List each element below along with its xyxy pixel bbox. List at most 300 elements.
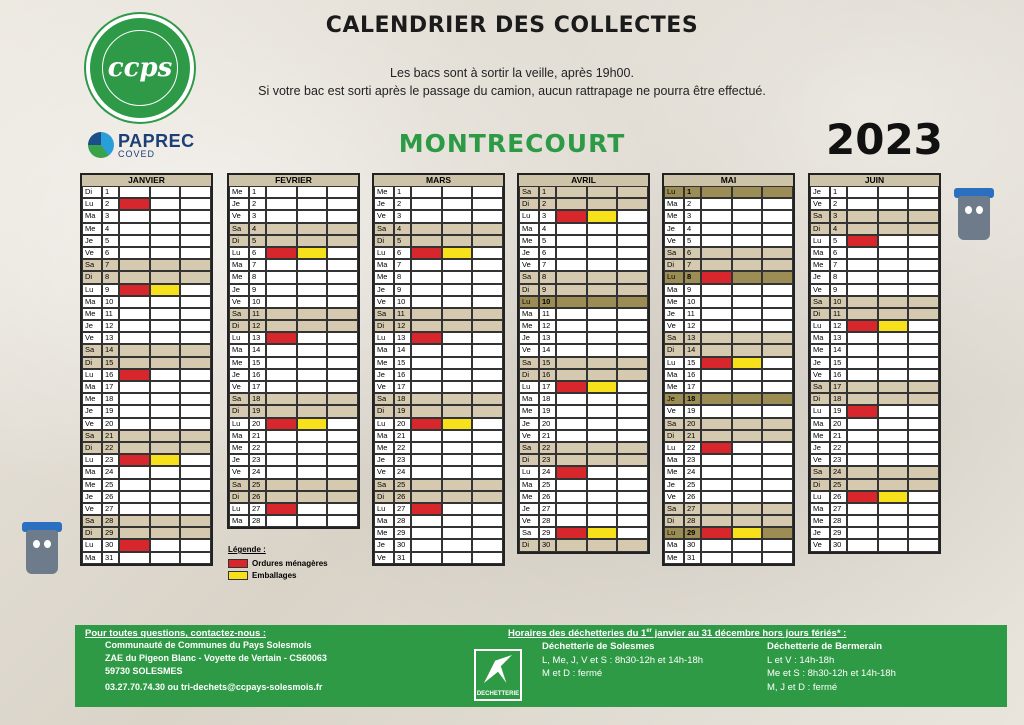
day-row	[519, 320, 648, 332]
empty-cell	[327, 308, 358, 320]
empty-cell	[878, 186, 909, 198]
day-number: 8	[394, 271, 411, 283]
collect-emballages	[587, 527, 618, 539]
empty-cell	[442, 271, 473, 283]
day-row	[374, 210, 503, 222]
day-number: 21	[394, 430, 411, 442]
empty-cell	[442, 296, 473, 308]
weekday-label: Lu	[374, 247, 394, 259]
day-number: 8	[102, 271, 119, 283]
empty-cell	[472, 393, 503, 405]
empty-cell	[587, 466, 618, 478]
empty-cell	[587, 284, 618, 296]
empty-cell	[617, 454, 648, 466]
empty-cell	[472, 332, 503, 344]
empty-cell	[266, 223, 297, 235]
day-number: 6	[684, 247, 701, 259]
empty-cell	[472, 466, 503, 478]
day-number: 21	[684, 430, 701, 442]
empty-cell	[411, 369, 442, 381]
empty-cell	[150, 405, 181, 417]
weekday-label: Di	[664, 259, 684, 271]
day-number: 10	[249, 296, 266, 308]
empty-cell	[266, 393, 297, 405]
empty-cell	[701, 296, 732, 308]
weekday-label: Lu	[519, 381, 539, 393]
day-number: 30	[684, 539, 701, 551]
empty-cell	[587, 357, 618, 369]
day-number: 3	[830, 210, 847, 222]
empty-cell	[732, 515, 763, 527]
day-number: 3	[394, 210, 411, 222]
day-row	[519, 296, 648, 308]
collect-ordures	[847, 491, 878, 503]
empty-cell	[908, 454, 939, 466]
day-number: 25	[102, 479, 119, 491]
empty-cell	[119, 381, 150, 393]
weekday-label: Me	[82, 393, 102, 405]
day-row	[229, 357, 358, 369]
empty-cell	[150, 418, 181, 430]
day-number: 22	[539, 442, 556, 454]
day-row	[82, 186, 211, 198]
empty-cell	[180, 210, 211, 222]
day-row	[229, 430, 358, 442]
day-number: 13	[684, 332, 701, 344]
empty-cell	[297, 223, 328, 235]
empty-cell	[180, 491, 211, 503]
day-row	[229, 466, 358, 478]
day-number: 13	[394, 332, 411, 344]
day-number: 30	[394, 539, 411, 551]
empty-cell	[908, 491, 939, 503]
empty-cell	[327, 454, 358, 466]
day-number: 22	[684, 442, 701, 454]
empty-cell	[878, 442, 909, 454]
day-number: 29	[830, 527, 847, 539]
empty-cell	[617, 442, 648, 454]
weekday-label: Lu	[810, 235, 830, 247]
weekday-label: Me	[229, 271, 249, 283]
weekday-label: Je	[229, 284, 249, 296]
empty-cell	[442, 527, 473, 539]
day-number: 7	[394, 259, 411, 271]
empty-cell	[847, 332, 878, 344]
empty-cell	[327, 320, 358, 332]
contact-heading: Pour toutes questions, contactez-nous :	[85, 628, 267, 639]
day-row	[374, 332, 503, 344]
day-number: 9	[394, 284, 411, 296]
empty-cell	[150, 381, 181, 393]
empty-cell	[150, 515, 181, 527]
collect-emballages	[878, 320, 909, 332]
weekday-label: Ma	[519, 393, 539, 405]
empty-cell	[150, 235, 181, 247]
empty-cell	[297, 332, 328, 344]
day-number: 4	[539, 223, 556, 235]
day-row	[519, 235, 648, 247]
weekday-label: Sa	[229, 393, 249, 405]
collect-emballages	[442, 418, 473, 430]
empty-cell	[266, 357, 297, 369]
weekday-label: Lu	[664, 357, 684, 369]
weekday-label: Di	[229, 405, 249, 417]
weekday-label: Di	[519, 284, 539, 296]
day-number: 26	[539, 491, 556, 503]
weekday-label: Je	[229, 198, 249, 210]
day-row	[664, 332, 793, 344]
day-row	[82, 332, 211, 344]
day-number: 5	[249, 235, 266, 247]
empty-cell	[556, 247, 587, 259]
empty-cell	[878, 259, 909, 271]
day-row	[374, 503, 503, 515]
day-row	[810, 442, 939, 454]
day-number: 7	[684, 259, 701, 271]
day-row	[229, 320, 358, 332]
empty-cell	[847, 442, 878, 454]
collect-ordures	[119, 284, 150, 296]
weekday-label: Di	[810, 223, 830, 235]
empty-cell	[878, 539, 909, 551]
empty-cell	[617, 344, 648, 356]
day-number: 15	[539, 357, 556, 369]
empty-cell	[701, 418, 732, 430]
day-number: 17	[394, 381, 411, 393]
empty-cell	[150, 393, 181, 405]
empty-cell	[411, 466, 442, 478]
empty-cell	[266, 308, 297, 320]
day-number: 11	[539, 308, 556, 320]
day-number: 15	[830, 357, 847, 369]
day-number: 23	[394, 454, 411, 466]
empty-cell	[266, 198, 297, 210]
day-row	[664, 210, 793, 222]
weekday-label: Sa	[519, 271, 539, 283]
solesmes-hours: L, Me, J, V et S : 8h30-12h et 14h-18h	[542, 655, 704, 666]
empty-cell	[266, 186, 297, 198]
day-number: 13	[102, 332, 119, 344]
empty-cell	[119, 332, 150, 344]
empty-cell	[847, 308, 878, 320]
month-janvier	[80, 173, 213, 566]
empty-cell	[297, 271, 328, 283]
empty-cell	[762, 503, 793, 515]
weekday-label: Sa	[82, 259, 102, 271]
day-row	[810, 527, 939, 539]
empty-cell	[762, 247, 793, 259]
empty-cell	[327, 344, 358, 356]
empty-cell	[327, 430, 358, 442]
empty-cell	[472, 235, 503, 247]
empty-cell	[297, 320, 328, 332]
weekday-label: Lu	[229, 247, 249, 259]
empty-cell	[442, 198, 473, 210]
day-number: 11	[394, 308, 411, 320]
weekday-label: Sa	[664, 247, 684, 259]
weekday-label: Ve	[82, 503, 102, 515]
empty-cell	[556, 320, 587, 332]
empty-cell	[180, 296, 211, 308]
empty-cell	[908, 284, 939, 296]
empty-cell	[587, 235, 618, 247]
day-row	[374, 466, 503, 478]
empty-cell	[556, 539, 587, 551]
weekday-label: Je	[374, 539, 394, 551]
empty-cell	[556, 235, 587, 247]
bermerain-hours: Me et S : 8h30-12h et 14h-18h	[767, 668, 896, 679]
empty-cell	[701, 552, 732, 564]
empty-cell	[762, 491, 793, 503]
weekday-label: Lu	[82, 369, 102, 381]
empty-cell	[297, 210, 328, 222]
empty-cell	[297, 357, 328, 369]
weekday-label: Sa	[229, 479, 249, 491]
empty-cell	[150, 527, 181, 539]
empty-cell	[180, 405, 211, 417]
day-number: 12	[830, 320, 847, 332]
empty-cell	[556, 503, 587, 515]
empty-cell	[472, 479, 503, 491]
day-row	[664, 466, 793, 478]
empty-cell	[878, 332, 909, 344]
day-number: 18	[539, 393, 556, 405]
day-row	[664, 527, 793, 539]
weekday-label: Ve	[810, 198, 830, 210]
empty-cell	[556, 296, 587, 308]
day-number: 22	[249, 442, 266, 454]
day-number: 29	[102, 527, 119, 539]
empty-cell	[878, 418, 909, 430]
day-number: 13	[830, 332, 847, 344]
empty-cell	[327, 259, 358, 271]
empty-cell	[411, 454, 442, 466]
empty-cell	[587, 344, 618, 356]
empty-cell	[908, 271, 939, 283]
empty-cell	[878, 223, 909, 235]
empty-cell	[847, 515, 878, 527]
day-row	[374, 539, 503, 551]
empty-cell	[701, 332, 732, 344]
empty-cell	[617, 491, 648, 503]
day-number: 16	[830, 369, 847, 381]
day-number: 20	[539, 418, 556, 430]
empty-cell	[587, 418, 618, 430]
day-row	[519, 210, 648, 222]
day-number: 17	[830, 381, 847, 393]
empty-cell	[119, 320, 150, 332]
empty-cell	[327, 405, 358, 417]
collect-ordures	[119, 539, 150, 551]
day-row	[229, 393, 358, 405]
weekday-label: Sa	[519, 357, 539, 369]
collect-ordures	[266, 247, 297, 259]
empty-cell	[878, 503, 909, 515]
empty-cell	[587, 393, 618, 405]
empty-cell	[150, 259, 181, 271]
empty-cell	[701, 247, 732, 259]
day-number: 17	[102, 381, 119, 393]
empty-cell	[119, 235, 150, 247]
day-row	[82, 308, 211, 320]
empty-cell	[617, 259, 648, 271]
bermerain-hours: L et V : 14h-18h	[767, 655, 835, 666]
empty-cell	[732, 491, 763, 503]
empty-cell	[442, 442, 473, 454]
weekday-label: Ma	[810, 418, 830, 430]
empty-cell	[150, 271, 181, 283]
weekday-label: Je	[810, 442, 830, 454]
empty-cell	[327, 198, 358, 210]
weekday-label: Di	[810, 308, 830, 320]
day-row	[519, 454, 648, 466]
day-row	[810, 223, 939, 235]
weekday-label: Me	[82, 223, 102, 235]
weekday-label: Lu	[519, 466, 539, 478]
day-row	[229, 247, 358, 259]
empty-cell	[297, 186, 328, 198]
day-row	[519, 259, 648, 271]
empty-cell	[908, 369, 939, 381]
empty-cell	[878, 479, 909, 491]
weekday-label: Lu	[82, 539, 102, 551]
empty-cell	[878, 466, 909, 478]
day-number: 19	[102, 405, 119, 417]
empty-cell	[732, 235, 763, 247]
day-row	[374, 186, 503, 198]
day-number: 30	[102, 539, 119, 551]
empty-cell	[119, 552, 150, 564]
empty-cell	[587, 479, 618, 491]
day-row	[229, 186, 358, 198]
empty-cell	[180, 235, 211, 247]
empty-cell	[327, 418, 358, 430]
weekday-label: Je	[810, 271, 830, 283]
empty-cell	[297, 381, 328, 393]
day-number: 21	[830, 430, 847, 442]
day-row	[229, 235, 358, 247]
empty-cell	[442, 259, 473, 271]
empty-cell	[762, 418, 793, 430]
day-row	[374, 247, 503, 259]
empty-cell	[732, 552, 763, 564]
day-number: 25	[539, 479, 556, 491]
day-row	[229, 515, 358, 527]
footer	[75, 625, 1007, 707]
day-number: 1	[539, 186, 556, 198]
weekday-label: Ma	[229, 430, 249, 442]
day-number: 19	[830, 405, 847, 417]
empty-cell	[701, 454, 732, 466]
empty-cell	[327, 515, 358, 527]
empty-cell	[150, 198, 181, 210]
weekday-label: Di	[664, 344, 684, 356]
empty-cell	[119, 515, 150, 527]
day-row	[82, 539, 211, 551]
day-number: 25	[249, 479, 266, 491]
day-row	[374, 381, 503, 393]
day-row	[519, 332, 648, 344]
weekday-label: Ma	[82, 552, 102, 564]
empty-cell	[266, 344, 297, 356]
empty-cell	[297, 491, 328, 503]
empty-cell	[847, 296, 878, 308]
empty-cell	[762, 259, 793, 271]
day-row	[664, 369, 793, 381]
empty-cell	[732, 259, 763, 271]
weekday-label: Je	[82, 235, 102, 247]
empty-cell	[472, 259, 503, 271]
empty-cell	[442, 381, 473, 393]
weekday-label: Me	[374, 186, 394, 198]
empty-cell	[587, 539, 618, 551]
day-number: 14	[102, 344, 119, 356]
empty-cell	[847, 454, 878, 466]
empty-cell	[119, 393, 150, 405]
empty-cell	[297, 344, 328, 356]
weekday-label: Di	[82, 357, 102, 369]
day-row	[810, 210, 939, 222]
weekday-label: Di	[810, 479, 830, 491]
empty-cell	[150, 308, 181, 320]
day-row	[82, 466, 211, 478]
empty-cell	[150, 223, 181, 235]
empty-cell	[411, 344, 442, 356]
empty-cell	[297, 503, 328, 515]
instruction-line-2: Si votre bac est sorti après le passage du camion, aucun rattrapage ne pourra être effectué.	[258, 84, 766, 98]
weekday-label: Di	[229, 320, 249, 332]
empty-cell	[617, 430, 648, 442]
empty-cell	[327, 186, 358, 198]
empty-cell	[732, 369, 763, 381]
weekday-label: Lu	[519, 210, 539, 222]
weekday-label: Je	[810, 357, 830, 369]
day-row	[810, 357, 939, 369]
weekday-label: Je	[664, 308, 684, 320]
weekday-label: Me	[519, 491, 539, 503]
day-row	[374, 552, 503, 564]
empty-cell	[587, 186, 618, 198]
empty-cell	[556, 223, 587, 235]
empty-cell	[150, 503, 181, 515]
empty-cell	[150, 296, 181, 308]
day-row	[664, 479, 793, 491]
weekday-label: Sa	[810, 210, 830, 222]
day-row	[664, 552, 793, 564]
empty-cell	[908, 539, 939, 551]
weekday-label: Me	[810, 344, 830, 356]
empty-cell	[847, 466, 878, 478]
empty-cell	[266, 296, 297, 308]
day-row	[519, 418, 648, 430]
day-row	[374, 296, 503, 308]
collect-ordures	[119, 198, 150, 210]
empty-cell	[587, 296, 618, 308]
empty-cell	[762, 332, 793, 344]
empty-cell	[411, 308, 442, 320]
day-number: 2	[684, 198, 701, 210]
empty-cell	[472, 381, 503, 393]
day-row	[664, 198, 793, 210]
day-row	[810, 381, 939, 393]
bin-mascot-icon	[20, 520, 64, 578]
day-number: 14	[684, 344, 701, 356]
empty-cell	[411, 296, 442, 308]
empty-cell	[119, 357, 150, 369]
day-row	[519, 491, 648, 503]
day-number: 3	[249, 210, 266, 222]
weekday-label: Di	[374, 235, 394, 247]
